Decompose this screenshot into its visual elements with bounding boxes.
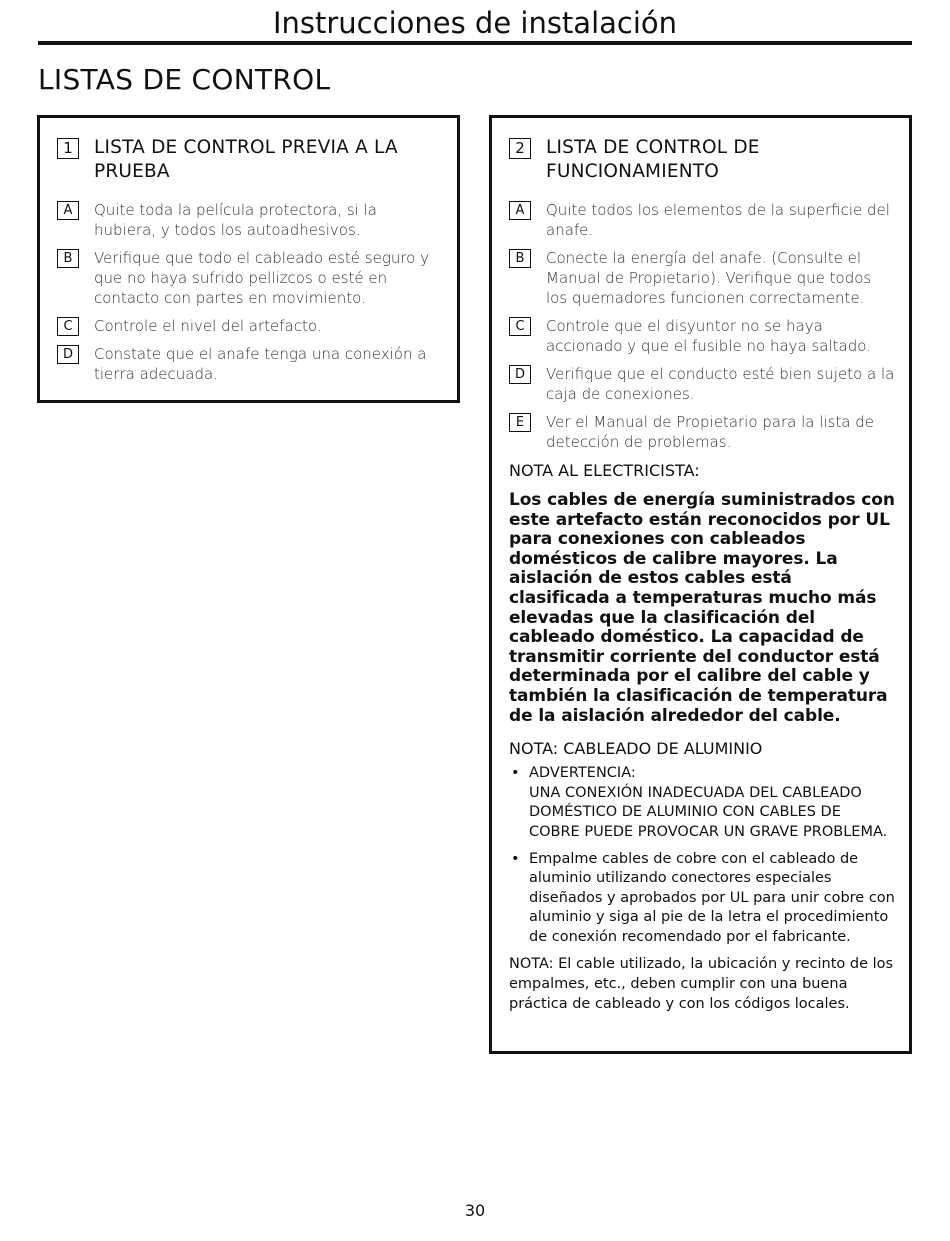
checklist-step xyxy=(57,316,441,336)
splice-instructions: Empalme cables de cobre con el cableado de aluminio utilizando conectores especiales diseñados y aprobados por UL para unir cobre con aluminio y siga al pie de la letra el procedimiento de conexión recomendado por el fabricante. xyxy=(529,850,895,945)
electrician-note-body: Los cables de energía suministrados con este artefacto están reconocidos por UL para conexiones con cableados domésticos de calibre mayores. La aislación de estos cables está clasificada a temperaturas mucho más elevadas que la clasificación del cableado doméstico. La capacidad de transmitir corriente del conductor está determinada por el calibre del cable y también la clasificación de temperatura de la aislación alrededor del cable. xyxy=(509,490,895,726)
step-letter-badge: B xyxy=(509,249,531,268)
checklist-header xyxy=(509,136,895,184)
checklist-step xyxy=(57,200,441,240)
checklist-step xyxy=(509,200,895,240)
checklist-title: LISTA DE CONTROL PREVIA A LA PRUEBA xyxy=(94,137,398,182)
checklist-step xyxy=(57,344,441,384)
step-text: Controle que el disyuntor no se haya accionado y que el fusible no haya saltado. xyxy=(546,317,871,355)
checklist-step xyxy=(509,412,895,452)
warning-label: • ADVERTENCIA: xyxy=(529,765,636,782)
page-header-title: Instrucciones de instalación xyxy=(272,6,678,40)
step-letter-badge: C xyxy=(57,317,79,336)
checklist-title: LISTA DE CONTROL DE FUNCIONAMIENTO xyxy=(546,137,760,182)
operation-checklist-box xyxy=(489,115,912,1054)
step-text: Controle el nivel del artefacto. xyxy=(94,317,322,335)
step-text: Verifique que todo el cableado esté seguro y que no haya sufrido pellizcos o esté en contacto con partes en movimiento. xyxy=(94,249,429,307)
step-text: Conecte la energía del anafe. (Consulte el Manual de Propietario). Verifique que todos los quemadores funcionen correctamente. xyxy=(546,249,872,307)
checklist-number-badge: 1 xyxy=(57,138,79,159)
checklist-header xyxy=(57,136,441,184)
checklist-step xyxy=(509,316,895,356)
step-letter-badge: C xyxy=(509,317,531,336)
page-number: 30 xyxy=(464,1201,486,1220)
step-letter-badge: D xyxy=(57,345,79,364)
electrician-note-heading: NOTA AL ELECTRICISTA: xyxy=(509,461,700,480)
final-note: NOTA: El cable utilizado, la ubicación y recinto de los empalmes, etc., deben cumplir con una buena práctica de cableado y con los códigos locales. xyxy=(509,956,894,1013)
step-text: Ver el Manual de Propietario para la lista de detección de problemas. xyxy=(546,413,874,451)
pretest-checklist-box xyxy=(37,115,460,403)
aluminum-wiring-list xyxy=(509,764,895,947)
step-letter-badge: E xyxy=(509,413,531,432)
aluminum-wiring-heading: NOTA: CABLEADO DE ALUMINIO xyxy=(509,739,763,759)
list-item xyxy=(509,764,895,842)
checklist-step xyxy=(57,248,441,308)
step-letter-badge: D xyxy=(509,365,531,384)
step-letter-badge: A xyxy=(57,201,79,220)
step-text: Constate que el anafe tenga una conexión a tierra adecuada. xyxy=(94,345,427,383)
checklist-step xyxy=(509,364,895,404)
section-title: LISTAS DE CONTROL xyxy=(38,63,331,96)
header-rule xyxy=(38,41,912,45)
step-text: Quite todos los elementos de la superficie del anafe. xyxy=(546,201,890,239)
checklist-number-badge: 2 xyxy=(509,138,531,159)
list-item xyxy=(509,850,895,948)
checklist-step xyxy=(509,248,895,308)
step-letter-badge: A xyxy=(509,201,531,220)
step-text: Verifique que el conducto esté bien sujeto a la caja de conexiones. xyxy=(546,365,895,403)
step-text: Quite toda la película protectora, si la hubiera, y todos los autoadhesivos. xyxy=(94,201,377,239)
warning-text: UNA CONEXIÓN INADECUADA DEL CABLEADO DOMÉSTICO DE ALUMINIO CON CABLES DE COBRE PUEDE PROVOCAR UN GRAVE PROBLEMA. xyxy=(529,784,888,840)
step-letter-badge: B xyxy=(57,249,79,268)
